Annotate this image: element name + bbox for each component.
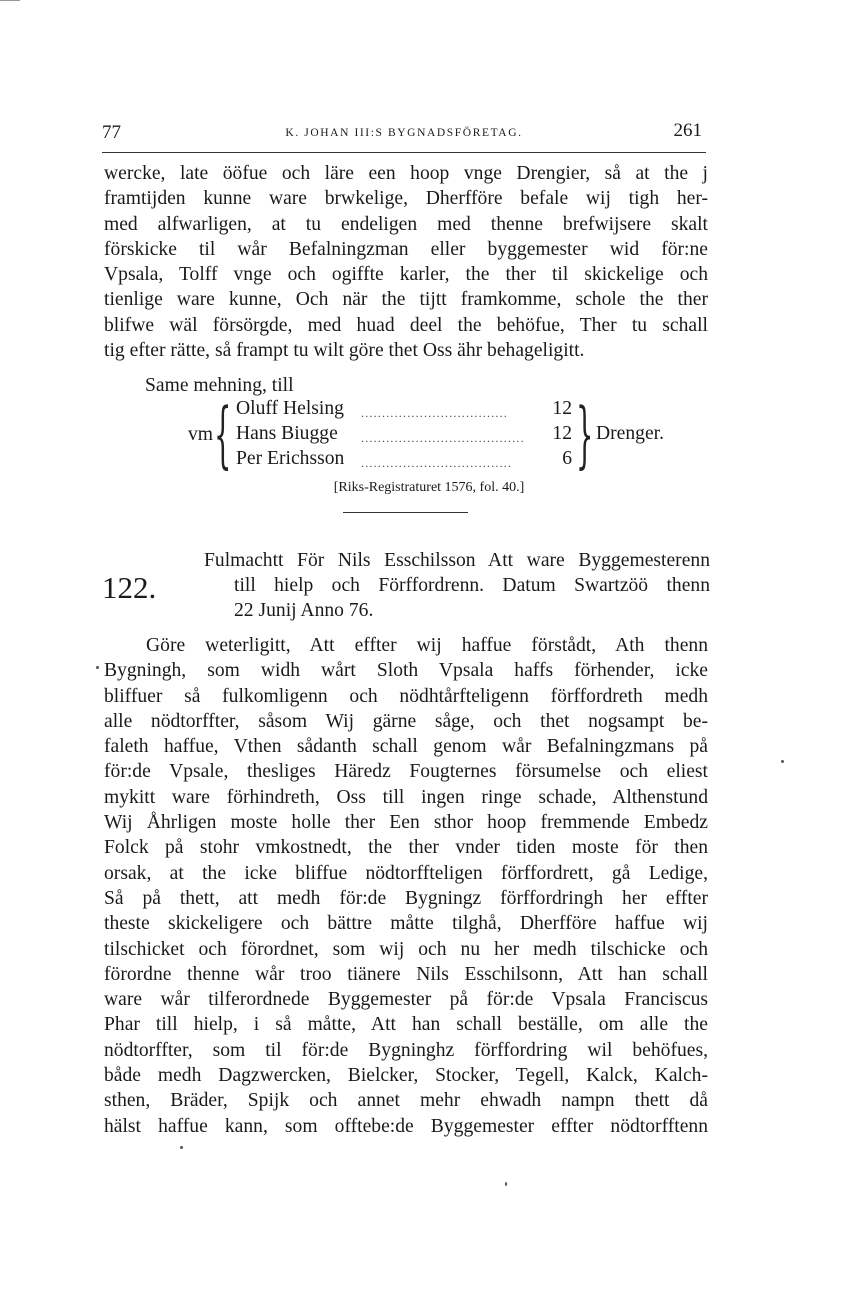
- text-line: för:de Vpsale, thesliges Häredz Fougternes försumelse och eliest: [104, 761, 708, 783]
- leader-dots: .......................................: [361, 431, 525, 445]
- text-line: Vpsala, Tolff vnge och ogiffte karler, the ther til skickelige och: [104, 264, 708, 286]
- title-line: 22 Junij Anno 76.: [234, 600, 374, 622]
- title-line: Fulmachtt För Nils Esschilsson Att ware Byggemesterenn: [204, 550, 710, 571]
- recipients-list: [236, 396, 576, 471]
- text-line: bliffuer så fulkomligenn och nödhtårfteligenn förffordreth medh: [104, 685, 708, 707]
- recipient-name: Oluff Helsing: [236, 398, 344, 419]
- text-line: tig efter rätte, så frampt tu wilt göre thet Oss ähr behageligitt.: [104, 340, 585, 362]
- leader-dots: ....................................: [361, 456, 513, 470]
- scan-edge-mark: [0, 0, 20, 1]
- recipients-prefix: vm: [188, 424, 214, 445]
- leader-dots: ...................................: [361, 406, 508, 420]
- right-brace-glyph: }: [576, 392, 594, 476]
- section-title-continued: [234, 573, 710, 624]
- text-line: blifwe wäl försörgde, med huad deel the behöfue, Ther tu schall: [104, 314, 708, 336]
- text-line: orsak, at the icke bliffue nödtorffteligen förffordrett, gå Ledige,: [104, 862, 708, 884]
- recipient-count: 12: [552, 423, 572, 444]
- running-title: K. JOHAN III:S BYGNADSFÖRETAG.: [285, 127, 523, 139]
- text-line: Wij Åhrligen moste holle ther Een sthor hoop fremmende Embedz: [104, 812, 708, 834]
- recipient-count: 6: [562, 448, 572, 469]
- text-line: Folck på stohr vmkostnedt, the ther vnder tiden moste för then: [104, 837, 708, 859]
- recipient-row: [236, 396, 576, 421]
- page-number-right: 261: [673, 120, 702, 141]
- recipient-row: [236, 421, 576, 446]
- text-line: Bygningh, som widh wårt Sloth Vpsala haffs förhender, icke: [104, 660, 708, 682]
- title-line: till hielp och Förffordrenn. Datum Swartzöö thenn: [234, 575, 710, 596]
- text-line: alle nödtorffter, såsom Wij gärne såge, och thet nogsampt be-: [104, 710, 708, 732]
- text-line: med alfwarligen, at tu endeligen med thenne brefwijsere skalt: [104, 213, 708, 235]
- scan-speck: [96, 666, 99, 669]
- section-number: 122.: [102, 570, 157, 605]
- text-line: Göre weterligitt, Att effter wij haffue förstådt, Ath thenn: [146, 635, 708, 656]
- scan-speck: [180, 1146, 183, 1149]
- text-line: nödtorffter, som til för:de Bygninghz förffordring wil behöfues,: [104, 1039, 708, 1061]
- recipients-intro: Same mehning, till: [145, 375, 294, 396]
- recipient-row: [236, 446, 576, 471]
- recipient-name: Hans Biugge: [236, 423, 338, 444]
- text-line: tienlige ware kunne, Och när the tijtt framkomme, schole the ther: [104, 289, 708, 311]
- paragraph-letter-end: [104, 161, 708, 363]
- text-line: tilschicket och förordnet, som wij och nu her medh tilschicke och: [104, 938, 708, 960]
- running-header: [102, 120, 706, 148]
- header-rule: [102, 152, 706, 153]
- paragraph-section-body: [104, 633, 708, 1139]
- text-line: theste skickeligere och bättre måtte tilghå, Dherfföre haffue wij: [104, 913, 708, 935]
- scan-speck: [505, 1182, 507, 1186]
- recipients-suffix: Drenger.: [596, 423, 665, 444]
- source-reference: [Riks-Registraturet 1576, fol. 40.]: [333, 480, 525, 495]
- text-line: förskicke til wår Befalningzman eller byggemester wid för:ne: [104, 238, 708, 260]
- text-line: Phar till hielp, i så måtte, Att han schall beställe, om alle the: [104, 1014, 708, 1036]
- text-line: ware wår tilferordnede Byggemester på för:de Vpsala Franciscus: [104, 989, 708, 1011]
- recipient-count: 12: [552, 398, 572, 419]
- section-title: [204, 548, 710, 573]
- text-line: Så på thett, att medh för:de Bygningz förffordringh her effter: [104, 887, 708, 909]
- text-line: wercke, late ööfue och läre een hoop vnge Drengier, så at the j: [104, 163, 708, 184]
- text-line: sthen, Bräder, Spijk och annet mehr ehwadh nampn thett då: [104, 1090, 708, 1112]
- scan-speck: [781, 760, 784, 763]
- left-brace-glyph: {: [214, 392, 232, 476]
- section-divider: [343, 512, 468, 513]
- page-number-left: 77: [102, 122, 121, 143]
- text-line: framtijden kunne ware brwkelige, Dherfföre befale wij tigh her-: [104, 188, 708, 210]
- text-line: faleth haffue, Vthen sådanth schall genom wår Befalningzmans på: [104, 736, 708, 758]
- text-line: förordne thenne wår troo tiänere Nils Esschilsonn, Att han schall: [104, 963, 708, 985]
- text-line: både medh Dagzwercken, Bielcker, Stocker, Tegell, Kalck, Kalch-: [104, 1065, 708, 1087]
- text-line: mykitt ware förhindreth, Oss till ingen ringe schade, Althenstund: [104, 786, 708, 808]
- text-line: hälst haffue kann, som offtebe:de Byggemester effter nödtorfftenn: [104, 1115, 708, 1137]
- recipient-name: Per Erichsson: [236, 448, 345, 469]
